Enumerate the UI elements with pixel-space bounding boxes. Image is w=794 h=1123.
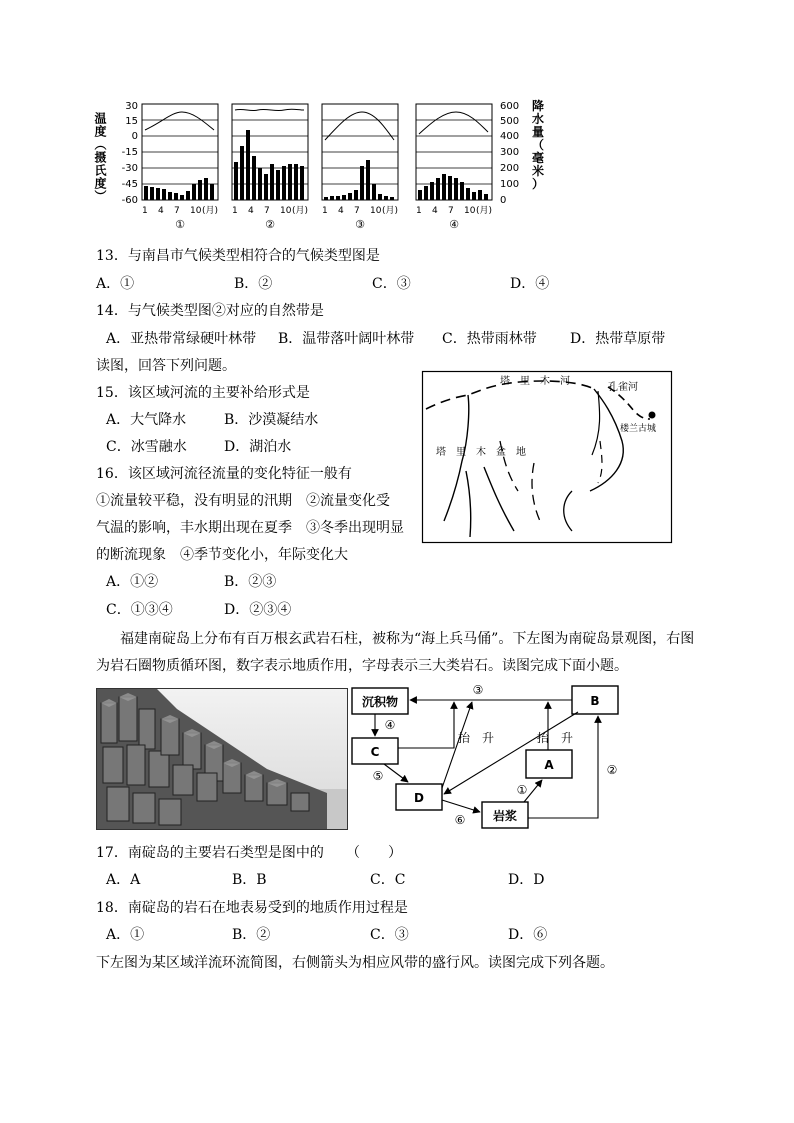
precip-tick: 300 [500, 147, 520, 158]
q17-answer-blank[interactable]: （ ） [346, 845, 402, 861]
sediment-label: 沉积物 [361, 695, 399, 709]
q18-option-d[interactable]: D．⑥ [508, 927, 548, 943]
month-tick: (月) [202, 206, 219, 216]
temp-tick: -15 [121, 147, 138, 158]
q18-option-c[interactable]: C．③ [370, 927, 409, 943]
question-18-stem: 18．南碇岛的岩石在地表易受到的地质作用过程是 [96, 900, 408, 916]
month-tick: 10 [370, 206, 382, 216]
precipitation-tick-labels [500, 101, 519, 206]
temp-tick: 0 [131, 131, 138, 142]
rock-cycle-diagram [348, 682, 638, 832]
q14-option-a[interactable]: A．亚热带常绿硬叶林带 [106, 331, 257, 347]
q14-option-c[interactable]: C．热带雨林带 [442, 331, 537, 347]
q16-statement-line: 气温的影响，丰水期出现在夏季 ③冬季出现明显 [96, 520, 404, 536]
question-17-stem: 17．南碇岛的主要岩石类型是图中的 [96, 845, 324, 861]
climate-panel-1 [142, 104, 218, 200]
q15-option-b[interactable]: B．沙漠凝结水 [224, 412, 319, 428]
month-tick: 4 [158, 206, 164, 216]
rock-a-label: A [544, 758, 554, 772]
question-16-stem: 16．该区域河流径流量的变化特征一般有 [96, 466, 352, 482]
q18-option-b[interactable]: B．② [232, 927, 271, 943]
temp-tick: 15 [125, 116, 138, 127]
precip-tick: 600 [500, 101, 520, 112]
precip-tick: 0 [500, 195, 507, 206]
map-label-tarim-river: 塔 里 木 河 [500, 376, 570, 387]
temperature-axis-title: 温度（摄氏度） [93, 112, 107, 202]
panel-label-4: ④ [449, 218, 459, 231]
q16-option-a[interactable]: A．①② [106, 574, 159, 590]
q15-option-d[interactable]: D．湖泊水 [224, 439, 292, 455]
month-tick: 7 [174, 206, 180, 216]
precip-tick: 100 [500, 179, 520, 190]
process-4-label: ④ [384, 718, 396, 732]
precipitation-axis-title: 降水量（毫米） [532, 99, 545, 191]
month-tick: 4 [338, 206, 344, 216]
month-tick-labels [142, 205, 492, 216]
rock-b-label: B [590, 694, 600, 708]
temp-tick: -30 [121, 163, 138, 174]
process-2-label: ② [606, 763, 618, 777]
month-tick: 1 [232, 206, 238, 216]
panel-label-3: ③ [355, 218, 365, 231]
panel-label-2: ② [265, 218, 275, 231]
map-label-loulan: 楼兰古城 [620, 424, 657, 434]
q16-option-c[interactable]: C．①③④ [106, 602, 173, 618]
month-tick: (月) [476, 206, 493, 216]
q13-option-a[interactable]: A．① [96, 276, 135, 292]
climate-panel-3 [322, 104, 398, 200]
question-14-stem: 14．与气候类型图②对应的自然带是 [96, 303, 324, 319]
temp-tick: -45 [121, 179, 138, 190]
month-tick: 7 [264, 206, 270, 216]
tarim-basin-map [422, 371, 672, 543]
q14-option-b[interactable]: B．温带落叶阔叶林带 [278, 331, 415, 347]
ocean-current-intro: 下左图为某区域洋流环流简图，右侧箭头为相应风带的盛行风。读图完成下列各题。 [96, 955, 614, 971]
month-tick: (月) [382, 206, 399, 216]
q18-option-a[interactable]: A．① [106, 927, 145, 943]
climate-charts-figure [93, 96, 556, 236]
panel-labels [175, 218, 459, 231]
month-tick: 10 [464, 206, 476, 216]
month-tick: 7 [448, 206, 454, 216]
temperature-tick-labels [122, 101, 138, 206]
month-tick: 1 [142, 206, 148, 216]
q17-option-b[interactable]: B．B [232, 872, 267, 888]
q15-option-c[interactable]: C．冰雪融水 [106, 439, 187, 455]
q17-option-c[interactable]: C．C [370, 872, 406, 888]
q16-statement-line: ①流量较平稳，没有明显的汛期 ②流量变化受 [96, 493, 390, 509]
rock-c-label: C [370, 745, 380, 759]
process-3-label: ③ [472, 683, 484, 697]
map-intro: 读图，回答下列问题。 [96, 358, 236, 374]
loulan-city-marker [649, 412, 656, 419]
q16-option-d[interactable]: D．②③④ [224, 602, 292, 618]
q16-option-b[interactable]: B．②③ [224, 574, 277, 590]
climate-panel-2 [232, 104, 308, 200]
q17-option-a[interactable]: A．A [106, 872, 141, 888]
precip-tick: 500 [500, 116, 520, 127]
month-tick: 1 [322, 206, 328, 216]
month-tick: 1 [416, 206, 422, 216]
q13-option-d[interactable]: D．④ [510, 276, 550, 292]
q15-option-a[interactable]: A．大气降水 [106, 412, 187, 428]
map-label-basin: 塔 里 木 盆 地 [436, 447, 526, 458]
temp-tick: -60 [121, 195, 138, 206]
q14-option-d[interactable]: D．热带草原带 [570, 331, 666, 347]
month-tick: 10 [190, 206, 202, 216]
map-label-kongque-river: 孔雀河 [608, 382, 638, 393]
rock-intro-line-1: 福建南碇岛上分布有百万根玄武岩石柱，被称为“海上兵马俑”。下左图为南碇岛景观图，右图 [120, 631, 695, 647]
panel-label-1: ① [175, 218, 185, 231]
climate-panel-4 [416, 104, 492, 200]
process-6-label: ⑥ [454, 813, 466, 827]
month-tick: 7 [354, 206, 360, 216]
month-tick: (月) [292, 206, 309, 216]
precip-tick: 400 [500, 131, 520, 142]
question-13-stem: 13．与南昌市气候类型相符合的气候类型图是 [96, 248, 380, 264]
uplift-label-2: 抬 升 [536, 731, 574, 745]
temp-tick: 30 [125, 101, 138, 112]
q16-statement-line: 的断流现象 ④季节变化小，年际变化大 [96, 547, 348, 563]
month-tick: 4 [248, 206, 254, 216]
month-tick: 10 [280, 206, 292, 216]
precip-tick: 200 [500, 163, 520, 174]
magma-label: 岩浆 [492, 809, 518, 823]
q17-option-d[interactable]: D．D [508, 872, 545, 888]
q13-option-c[interactable]: C．③ [372, 276, 411, 292]
question-15-stem: 15．该区域河流的主要补给形式是 [96, 385, 310, 401]
month-tick: 4 [432, 206, 438, 216]
process-5-label: ⑤ [372, 769, 384, 783]
uplift-label-1: 抬 升 [457, 731, 495, 745]
q13-option-b[interactable]: B．② [234, 276, 273, 292]
rock-intro-line-2: 为岩石圈物质循环图，数字表示地质作用，字母表示三大类岩石。读图完成下面小题。 [96, 658, 628, 674]
nanding-island-photo [96, 688, 348, 830]
rock-d-label: D [414, 791, 424, 805]
process-1-label: ① [516, 783, 528, 797]
